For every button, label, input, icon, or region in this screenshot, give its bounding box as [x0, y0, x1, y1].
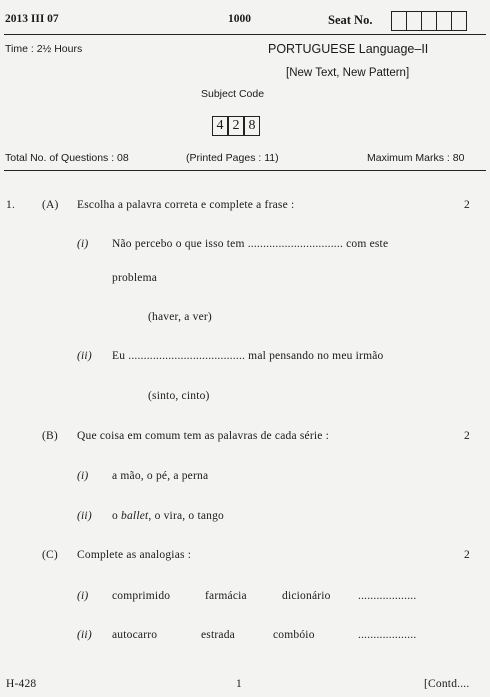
- item-text: [112, 510, 224, 522]
- analogy-word: estrada: [201, 629, 235, 641]
- section-c-instruction: Complete as analogias :: [77, 549, 192, 561]
- section-a-label: (A): [42, 199, 59, 211]
- subject-code-digit: 2: [228, 116, 244, 136]
- seat-box: [406, 11, 422, 31]
- analogy-word: dicionário: [282, 590, 331, 602]
- item-label: (ii): [77, 629, 92, 641]
- item-label: (i): [77, 238, 89, 250]
- seat-box: [421, 11, 437, 31]
- section-a-instruction: Escolha a palavra correta e complete a frase :: [77, 199, 295, 211]
- item-continuation: problema: [112, 272, 158, 284]
- seat-box: [436, 11, 452, 31]
- seat-number-label: Seat No.: [328, 13, 373, 27]
- subject-code-digit: 8: [244, 116, 260, 136]
- question-number: 1.: [6, 199, 16, 211]
- page-number: 1: [236, 678, 242, 690]
- time-allowed: Time : 2½ Hours: [5, 43, 83, 55]
- header-divider: [4, 34, 486, 35]
- item-suffix: , o vira, o tango: [148, 510, 225, 522]
- item-label: (ii): [77, 510, 92, 522]
- analogy-word: autocarro: [112, 629, 158, 641]
- section-b-label: (B): [42, 430, 58, 442]
- analogy-blank: ...................: [358, 590, 417, 602]
- maximum-marks: Maximum Marks : 80: [367, 152, 465, 164]
- section-b-marks: 2: [464, 430, 470, 442]
- subject-title: PORTUGUESE Language–II: [268, 42, 429, 56]
- header-bottom-divider: [4, 170, 486, 171]
- item-italic-word: ballet: [121, 510, 149, 522]
- seat-box: [391, 11, 407, 31]
- section-c-marks: 2: [464, 549, 470, 561]
- section-c-label: (C): [42, 549, 58, 561]
- section-a-marks: 2: [464, 199, 470, 211]
- subject-code-label: Subject Code: [201, 88, 265, 100]
- pattern-note: [New Text, New Pattern]: [286, 67, 410, 79]
- item-text: Não percebo o que isso tem ............................... com este: [112, 238, 389, 250]
- exam-code: 2013 III 07: [5, 13, 59, 25]
- continued-note: [Contd....: [424, 678, 470, 690]
- question-paper-count: 1000: [228, 13, 251, 25]
- printed-pages: (Printed Pages : 11): [186, 152, 279, 164]
- analogy-word: combóio: [273, 629, 315, 641]
- item-prefix: o: [112, 510, 122, 522]
- item-label: (i): [77, 470, 89, 482]
- seat-box: [451, 11, 467, 31]
- item-options: (haver, a ver): [148, 311, 212, 323]
- analogy-word: farmácia: [205, 590, 247, 602]
- analogy-blank: ...................: [358, 629, 417, 641]
- footer-code: H-428: [6, 678, 37, 690]
- item-label: (i): [77, 590, 89, 602]
- analogy-word: comprimido: [112, 590, 171, 602]
- item-options: (sinto, cinto): [148, 390, 210, 402]
- item-label: (ii): [77, 350, 92, 362]
- section-b-instruction: Que coisa em comum tem as palavras de cada série :: [77, 430, 330, 442]
- subject-code-digit: 4: [212, 116, 228, 136]
- item-text: Eu ...................................... mal pensando no meu irmão: [112, 350, 384, 362]
- total-questions: Total No. of Questions : 08: [5, 152, 129, 164]
- item-text: a mão, o pé, a perna: [112, 470, 209, 482]
